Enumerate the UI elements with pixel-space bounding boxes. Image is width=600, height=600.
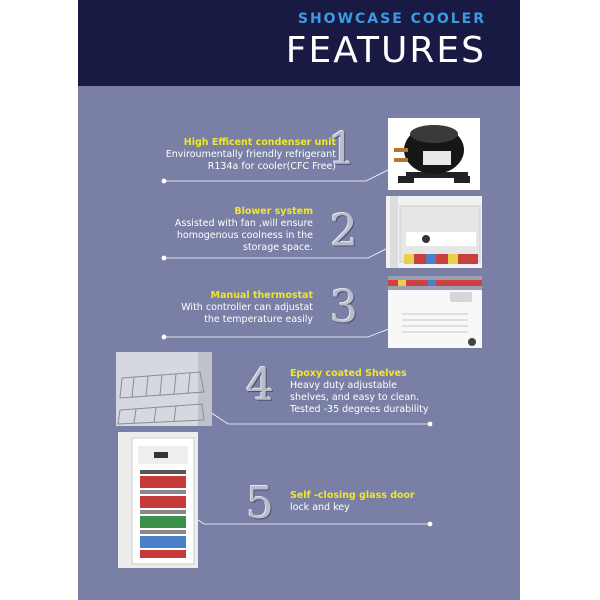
feature-3-heading: Manual thermostat [210, 290, 313, 301]
feature-3-text [128, 290, 313, 326]
brochure-subtitle: SHOWCASE COOLER [297, 11, 486, 27]
feature-5-number: 5 [246, 478, 274, 529]
feature-1-heading: High Efficent condenser unit [183, 137, 336, 148]
feature-5-heading: Self -closing glass door [290, 490, 415, 501]
feature-1-number: 1 [328, 124, 356, 175]
feature-1-text [128, 137, 336, 173]
blower-photo [386, 196, 482, 268]
feature-3-line-2: the temperature easily [204, 314, 313, 325]
feature-4-line-2: shelves, and easy to clean. [290, 392, 420, 403]
feature-4-number: 4 [246, 360, 274, 411]
feature-2-heading: Blower system [234, 206, 313, 217]
feature-4-line-3: Tested -35 degrees durability [290, 404, 429, 415]
feature-3-line-1: With controller can adjustat [181, 302, 313, 313]
feature-1-line-1: Enviroumentally friendly refrigerant [165, 149, 336, 160]
feature-5-line-1: lock and key [290, 502, 350, 513]
feature-1-line-2: R134a for cooler(CFC Free) [207, 161, 336, 172]
feature-5-text [290, 490, 490, 514]
cooler-photo [118, 432, 198, 568]
feature-2-line-3: storage space. [243, 242, 313, 253]
brochure-page [78, 0, 520, 600]
feature-2-number: 2 [330, 206, 358, 257]
thermostat-photo [388, 276, 482, 348]
shelves-photo [116, 352, 212, 426]
feature-2-line-1: Assisted with fan ,will ensure [174, 218, 313, 229]
feature-2-text [128, 206, 313, 254]
feature-2-line-2: homogenous coolness in the [176, 230, 313, 241]
feature-4-line-1: Heavy duty adjustable [290, 380, 398, 391]
feature-4-heading: Epoxy coated Shelves [290, 368, 407, 379]
compressor-photo [388, 118, 480, 190]
brochure-title: FEATURES [285, 30, 486, 71]
feature-3-number: 3 [330, 282, 358, 333]
feature-4-text [290, 368, 490, 416]
